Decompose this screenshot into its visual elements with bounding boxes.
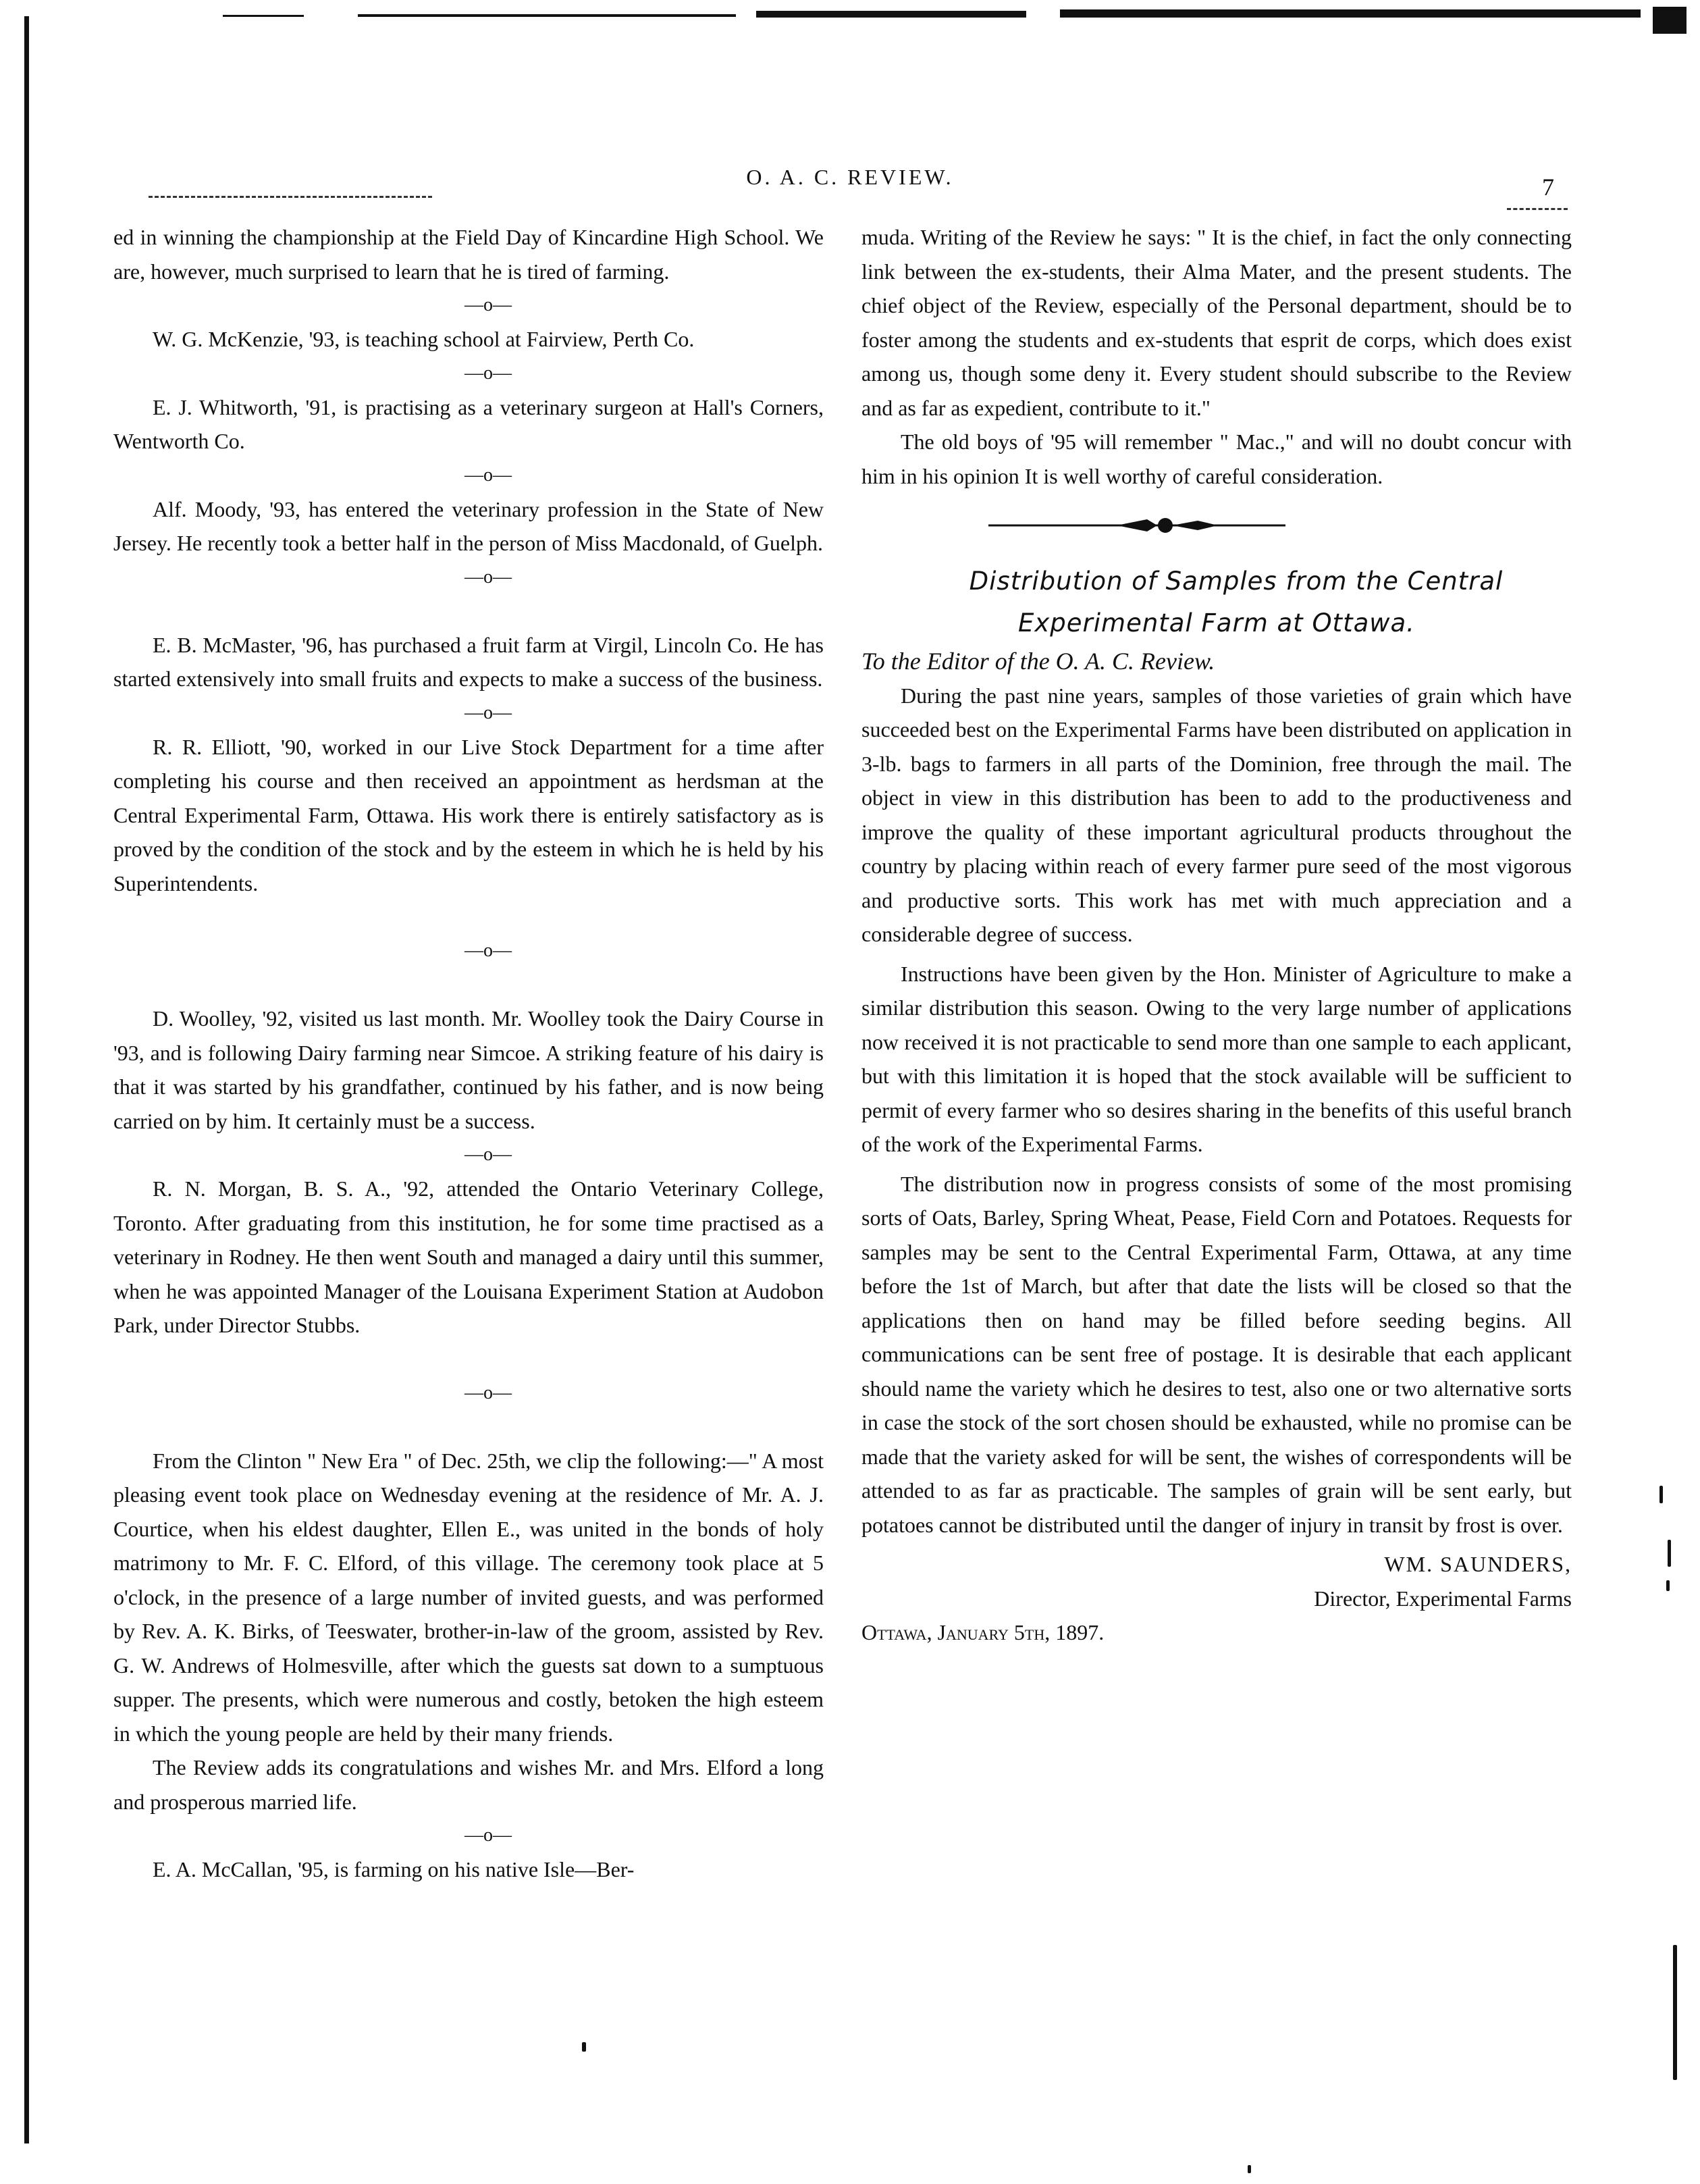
header-rule-left [149, 196, 432, 198]
news-item: The Review adds its congratulations and wishes Mr. and Mrs. Elford a long and prosperous married life. [113, 1755, 824, 1814]
news-item: R. N. Morgan, B. S. A., '92, attended the Ontario Veterinary College, Toronto. After graduating from this institution, he for some time practised as a veterinary in Rodney. He then went South and managed a dairy until this summer, when he was appointed Manager of the Louisana Experiment Station at Audobon Park, under Director Stubbs. [113, 1176, 824, 1337]
news-item: Alf. Moody, '93, has entered the veterinary profession in the State of New Jersey. He recently took a better half in the person of Miss Macdonald, of Guelph. [113, 496, 824, 555]
news-item: E. B. McMaster, '96, has purchased a fruit farm at Virgil, Lincoln Co. He has started extensively into small fruits and expects to make a success of the business. [113, 632, 824, 691]
news-item: R. R. Elliott, '90, worked in our Live Stock Department for a time after completing his course and then received an appointment as herdsman at the Central Experimental Farm, Ottawa. His work there is entirely satisfactory as is proved by the condition of the stock and by the esteem in which he is held by his Superintendents. [113, 734, 824, 895]
left-column [113, 220, 824, 1887]
article-salutation: To the Editor of the O. A. C. Review. [861, 648, 1215, 675]
spacer [113, 1343, 824, 1376]
item-separator: —o— [464, 362, 512, 384]
news-item: E. J. Whitworth, '91, is practising as a veterinary surgeon at Hall's Corners, Wentworth Co. [113, 394, 824, 453]
header-rule-right [1507, 208, 1568, 210]
spacer [113, 594, 824, 628]
article-paragraph: The distribution now in progress consists of some of the most promising sorts of Oats, Barley, Spring Wheat, Pease, Field Corn and Potatoes. Requests for samples may be sent to the Central Experimental Farm, Ottawa, at any time before the 1st of March, but after that date the lists will be closed so that the applications then on hand may be filled before seeding begins. All communications can be sent free of postage. It is desirable that each applicant should name the variety which he desires to test, also one or two alternative sorts in case the stock of the sort chosen should be exhausted, while no promise can be made that the variety asked for will be sent, the wishes of correspondents will be attended to as far as practicable. The samples of grain will be sent early, but potatoes cannot be distributed until the danger of injury in transit by frost is over. [861, 1171, 1572, 1537]
news-item: W. G. McKenzie, '93, is teaching school at Fairview, Perth Co. [153, 327, 695, 351]
item-separator: —o— [464, 464, 512, 486]
item-separator: —o— [464, 566, 512, 588]
item-separator: —o— [464, 940, 512, 961]
page-corner-artifact [1653, 7, 1686, 34]
news-item: The old boys of '95 will remember " Mac.," and will no doubt concur with him in his opinion It is well worthy of careful consideration. [861, 430, 1572, 488]
top-border-artifact [223, 9, 1674, 19]
spacer [113, 968, 824, 1002]
running-title: O. A. C. REVIEW. [746, 165, 954, 189]
left-margin-rule [24, 16, 29, 2143]
item-separator: —o— [464, 1144, 512, 1165]
item-separator: —o— [464, 702, 512, 723]
right-column-personals [861, 220, 1572, 493]
news-item: E. A. McCallan, '95, is farming on his native Isle—Ber- [153, 1857, 635, 1881]
news-item: D. Woolley, '92, visited us last month. Mr. Woolley took the Dairy Course in '93, and is following Dairy farming near Simcoe. A striking feature of his dairy is that it was started by his grandfather, continued by his father, and is now being carried on by him. It certainly must be a success. [113, 1006, 824, 1133]
news-item: From the Clinton " New Era " of Dec. 25th, we clip the following:—" A most pleasing event took place on Wednesday evening at the residence of Mr. A. J. Courtice, when his eldest daughter, Ellen E., was united in the bonds of holy matrimony to Mr. F. C. Elford, of this village. The ceremony took place at 5 o'clock, in the presence of a large number of invited guests, and was performed by Rev. A. K. Birks, of Teeswater, brother-in-law of the groom, assisted by Rev. G. W. Andrews of Holmesville, after which the guests sat down to a sumptuous supper. The presents, which were numerous and costly, betoken the high esteem in which the young people are held by their many friends. [113, 1448, 824, 1746]
item-separator: —o— [464, 294, 512, 315]
signature-title: Director, Experimental Farms [1314, 1586, 1572, 1611]
right-column [861, 220, 1572, 1650]
spacer [113, 1410, 824, 1444]
article-title: Distribution of Samples from the Central Experimental Farm at Ottawa. [969, 567, 1504, 638]
page-number: 7 [1542, 174, 1554, 201]
ornament-divider [988, 517, 1285, 534]
article-paragraph: Instructions have been given by the Hon. Minister of Agriculture to make a similar distribution this season. Owing to the very large number of applications now received it is not practicable to send more than one sample to each applicant, but with this limitation it is hoped that the stock available will be sufficient to permit of every farmer who so desires sharing in the benefits of this useful branch of the work of the Experimental Farms. [861, 961, 1572, 1156]
spacer [113, 900, 824, 934]
item-separator: —o— [464, 1382, 512, 1403]
dateline: Ottawa, January 5th, 1897. [861, 1620, 1105, 1644]
article-body [861, 679, 1572, 1542]
article-paragraph: During the past nine years, samples of those varieties of grain which have succeeded best on the Experimental Farms have been distributed on application in 3-lb. bags to farmers in all parts of the Dominion, free through the mail. The object in view in this distribution has been to add to the productiveness and improve the quality of these important agricultural products throughout the country by placing within reach of every farmer pure seed of the most vigorous and productive sorts. This work has met with much appreciation and a considerable degree of success. [861, 683, 1572, 946]
news-item: ed in winning the championship at the Field Day of Kincardine High School. We are, however, much surprised to learn that he is tired of farming. [113, 225, 824, 284]
news-item: muda. Writing of the Review he says: " It is the chief, in fact the only connecting link between the ex-students, their Alma Mater, and the present students. The chief object of the Review, especially of the Personal department, should be to foster among the students and ex-students that esprit de corps, which does exist among us, though some deny it. Every student should subscribe to the Review and as far as expedient, contribute to it." [861, 225, 1572, 420]
signature-name: WM. SAUNDERS, [1384, 1552, 1572, 1576]
item-separator: —o— [464, 1825, 512, 1846]
